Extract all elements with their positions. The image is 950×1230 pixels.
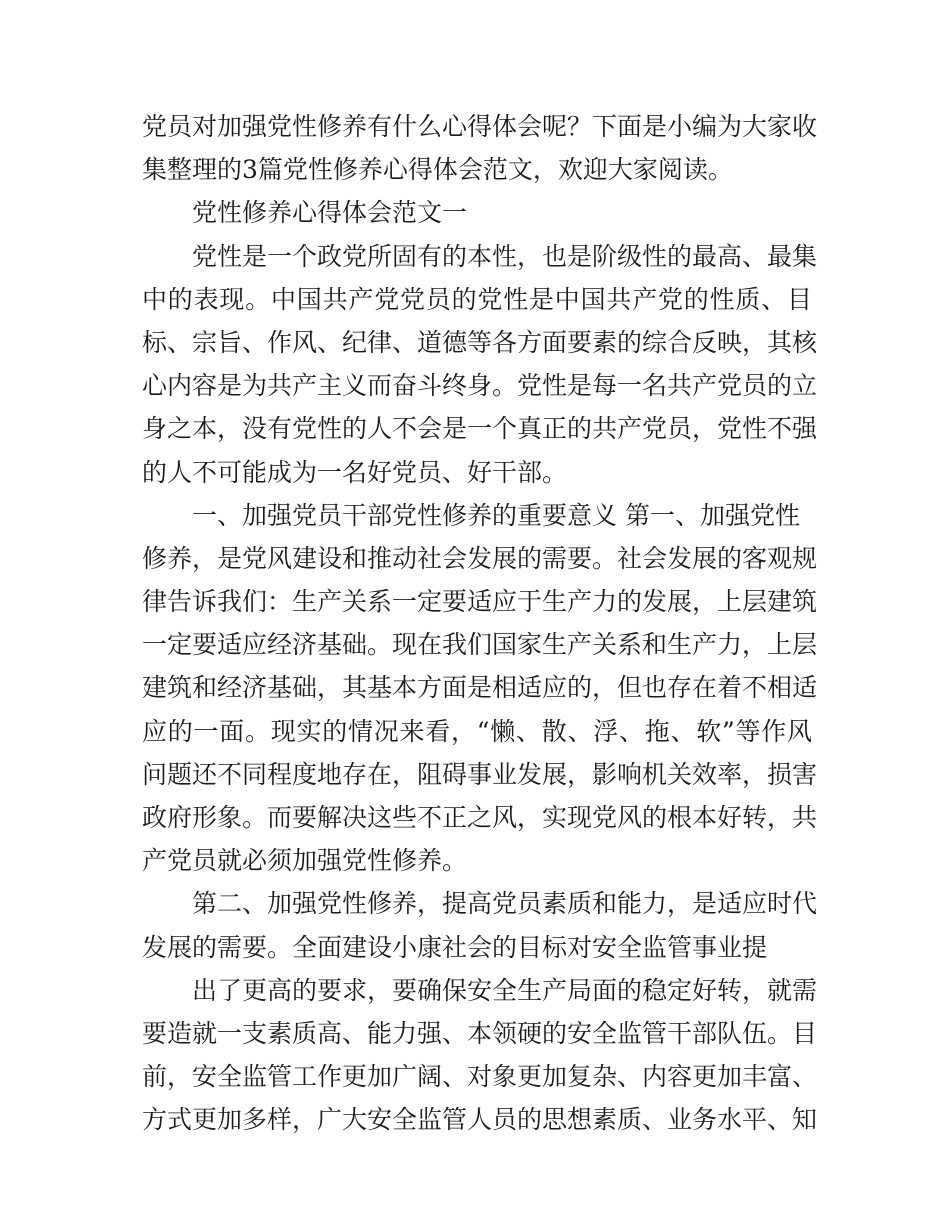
text-line: 产党员就必须加强党性修养。	[142, 846, 468, 876]
text-line: 律告诉我们：生产关系一定要适应于生产力的发展，上层建筑	[142, 587, 818, 617]
text-line: 心内容是为共产主义而奋斗终身。党性是每一名共产党员的立	[142, 371, 818, 401]
text-line: 一定要适应经济基础。现在我们国家生产关系和生产力，上层	[142, 630, 818, 660]
text-line: 建筑和经济基础，其基本方面是相适应的，但也存在着不相适	[142, 673, 818, 703]
text-line: 前，安全监管工作更加广阔、对象更加复杂、内容更加丰富、	[142, 1062, 818, 1092]
text-line: 问题还不同程度地存在，阻碍事业发展，影响机关效率，损害	[142, 759, 818, 789]
text-line: 标、宗旨、作风、纪律、道德等各方面要素的综合反映，其核	[142, 327, 818, 357]
text-line: 第二、加强党性修养，提高党员素质和能力，是适应时代	[192, 889, 818, 919]
text-line: 党员对加强党性修养有什么心得体会呢？下面是小编为大家收	[142, 112, 818, 141]
text-line: 身之本，没有党性的人不会是一个真正的共产党员，党性不强	[142, 414, 818, 444]
text-line: 出了更高的要求，要确保安全生产局面的稳定好转，就需	[192, 975, 818, 1005]
text-line: 方式更加多样，广大安全监管人员的思想素质、业务水平、知	[142, 1105, 818, 1135]
text-line: 的人不可能成为一名好党员、好干部。	[142, 457, 568, 487]
text-line: 发展的需要。全面建设小康社会的目标对安全监管事业提	[142, 932, 768, 962]
text-line: 党性是一个政党所固有的本性，也是阶级性的最高、最集	[192, 241, 818, 271]
text-line: 要造就一支素质高、能力强、本领硬的安全监管干部队伍。目	[142, 1018, 818, 1048]
document-body	[142, 105, 818, 1142]
text-line: 一、加强党员干部党性修养的重要意义 第一、加强党性	[192, 500, 800, 530]
text-line: 应的一面。现实的情况来看，“懒、散、浮、拖、软”等作风	[142, 716, 812, 746]
section-heading: 党性修养心得体会范文一	[192, 198, 468, 228]
text-line: 修养，是党风建设和推动社会发展的需要。社会发展的客观规	[142, 543, 818, 573]
text-line: 集整理的3篇党性修养心得体会范文，欢迎大家阅读。	[142, 155, 733, 185]
text-line: 中的表现。中国共产党党员的党性是中国共产党的性质、目	[142, 284, 812, 314]
text-line: 政府形象。而要解决这些不正之风，实现党风的根本好转，共	[142, 803, 818, 832]
